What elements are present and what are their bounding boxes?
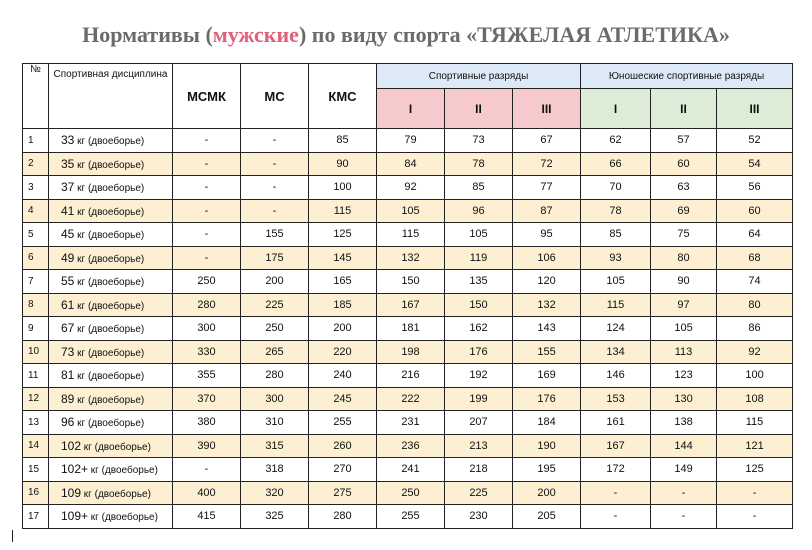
value-r3: 143 (513, 317, 581, 341)
value-y3: 121 (717, 434, 793, 458)
value-r3: 106 (513, 246, 581, 270)
value-y2: 144 (651, 434, 717, 458)
value-ms: 280 (241, 364, 309, 388)
discipline-suffix: кг (двоеборье) (74, 347, 145, 359)
value-y1: 161 (581, 411, 651, 435)
value-ms: 320 (241, 481, 309, 505)
row-number: 13 (23, 411, 49, 435)
table-row (23, 411, 793, 435)
table-row (23, 176, 793, 200)
discipline-suffix: кг (двоеборье) (74, 324, 145, 336)
value-y3: 68 (717, 246, 793, 270)
value-y3: 64 (717, 223, 793, 247)
value-msmk: - (173, 199, 241, 223)
value-r3: 200 (513, 481, 581, 505)
value-y3: 74 (717, 270, 793, 294)
weight-class: 61 (61, 297, 75, 312)
table-row (23, 340, 793, 364)
value-y2: 97 (651, 293, 717, 317)
value-ms: 310 (241, 411, 309, 435)
value-ms: 265 (241, 340, 309, 364)
table-row (23, 481, 793, 505)
value-msmk: - (173, 152, 241, 176)
value-ms: 315 (241, 434, 309, 458)
value-r2: 105 (445, 223, 513, 247)
value-kms: 90 (309, 152, 377, 176)
discipline-cell (49, 458, 173, 482)
discipline-suffix: кг (двоеборье) (88, 465, 158, 477)
value-kms: 275 (309, 481, 377, 505)
value-r2: 207 (445, 411, 513, 435)
value-r1: 150 (377, 270, 445, 294)
value-y3: 92 (717, 340, 793, 364)
value-y2: 123 (651, 364, 717, 388)
value-y2: - (651, 481, 717, 505)
value-kms: 85 (309, 129, 377, 153)
weight-class: 73 (61, 344, 75, 359)
value-kms: 165 (309, 270, 377, 294)
value-y1: 167 (581, 434, 651, 458)
value-msmk: - (173, 458, 241, 482)
value-kms: 125 (309, 223, 377, 247)
value-r2: 225 (445, 481, 513, 505)
value-r3: 95 (513, 223, 581, 247)
weight-class: 102 (61, 438, 82, 453)
value-ms: - (241, 129, 309, 153)
weight-class: 102+ (61, 462, 89, 477)
value-r2: 150 (445, 293, 513, 317)
value-ms: 175 (241, 246, 309, 270)
value-r2: 218 (445, 458, 513, 482)
value-y1: 105 (581, 270, 651, 294)
value-y2: 90 (651, 270, 717, 294)
value-y3: 108 (717, 387, 793, 411)
standards-table (22, 63, 793, 529)
value-kms: 240 (309, 364, 377, 388)
table-row (23, 129, 793, 153)
value-r3: 169 (513, 364, 581, 388)
value-kms: 255 (309, 411, 377, 435)
discipline-cell (49, 364, 173, 388)
value-r3: 132 (513, 293, 581, 317)
table-row (23, 458, 793, 482)
value-msmk: 300 (173, 317, 241, 341)
value-r2: 119 (445, 246, 513, 270)
value-ms: 200 (241, 270, 309, 294)
value-r1: 115 (377, 223, 445, 247)
title-suffix: ) по виду спорта «ТЯЖЕЛАЯ АТЛЕТИКА» (298, 22, 730, 47)
value-y2: 60 (651, 152, 717, 176)
value-y2: 130 (651, 387, 717, 411)
value-y3: 115 (717, 411, 793, 435)
value-r1: 241 (377, 458, 445, 482)
discipline-suffix: кг (двоеборье) (74, 253, 145, 265)
header-num: № (23, 64, 49, 129)
row-number: 3 (23, 176, 49, 200)
header-sport-ranks: Спортивные разряды (377, 64, 581, 89)
value-ms: - (241, 176, 309, 200)
weight-class: 96 (61, 415, 75, 430)
value-r1: 231 (377, 411, 445, 435)
value-y3: 56 (717, 176, 793, 200)
discipline-cell (49, 434, 173, 458)
value-r3: 155 (513, 340, 581, 364)
value-r3: 67 (513, 129, 581, 153)
value-r1: 216 (377, 364, 445, 388)
value-y1: 70 (581, 176, 651, 200)
value-y3: 125 (717, 458, 793, 482)
value-msmk: 250 (173, 270, 241, 294)
value-msmk: - (173, 246, 241, 270)
table-row (23, 152, 793, 176)
value-y2: 105 (651, 317, 717, 341)
value-msmk: 400 (173, 481, 241, 505)
discipline-cell (49, 199, 173, 223)
value-kms: 280 (309, 505, 377, 529)
table-body (23, 129, 793, 529)
value-ms: 155 (241, 223, 309, 247)
value-r3: 184 (513, 411, 581, 435)
value-kms: 115 (309, 199, 377, 223)
value-y2: 69 (651, 199, 717, 223)
discipline-suffix: кг (двоеборье) (74, 371, 145, 383)
value-r1: 92 (377, 176, 445, 200)
header-youth-rank-1: I (581, 89, 651, 129)
table-row (23, 364, 793, 388)
table-row (23, 293, 793, 317)
discipline-suffix: кг (двоеборье) (74, 183, 145, 195)
weight-class: 41 (61, 203, 75, 218)
value-r2: 162 (445, 317, 513, 341)
title-prefix: Нормативы ( (82, 22, 213, 47)
value-r1: 84 (377, 152, 445, 176)
value-r1: 222 (377, 387, 445, 411)
value-y2: 138 (651, 411, 717, 435)
discipline-suffix: кг (двоеборье) (81, 441, 151, 453)
header-youth-rank-2: II (651, 89, 717, 129)
row-number: 1 (23, 129, 49, 153)
value-y1: 134 (581, 340, 651, 364)
value-r3: 176 (513, 387, 581, 411)
row-number: 15 (23, 458, 49, 482)
discipline-suffix: кг (двоеборье) (74, 159, 145, 171)
value-r2: 73 (445, 129, 513, 153)
row-number: 14 (23, 434, 49, 458)
value-r1: 198 (377, 340, 445, 364)
value-r1: 167 (377, 293, 445, 317)
weight-class: 49 (61, 250, 75, 265)
value-kms: 270 (309, 458, 377, 482)
discipline-suffix: кг (двоеборье) (74, 300, 145, 312)
value-y1: 78 (581, 199, 651, 223)
value-y1: 153 (581, 387, 651, 411)
header-youth-rank-3: III (717, 89, 793, 129)
discipline-cell (49, 317, 173, 341)
page-edge-mark (12, 530, 13, 542)
value-ms: 325 (241, 505, 309, 529)
value-ms: 300 (241, 387, 309, 411)
value-y2: 113 (651, 340, 717, 364)
header-discipline: Спортивная дисциплина (49, 64, 173, 129)
value-r3: 87 (513, 199, 581, 223)
table-row (23, 246, 793, 270)
discipline-cell (49, 223, 173, 247)
value-msmk: - (173, 176, 241, 200)
discipline-cell (49, 505, 173, 529)
row-number: 9 (23, 317, 49, 341)
value-r1: 79 (377, 129, 445, 153)
value-r2: 230 (445, 505, 513, 529)
discipline-suffix: кг (двоеборье) (88, 512, 158, 524)
value-y2: 57 (651, 129, 717, 153)
header-sport-rank-1: I (377, 89, 445, 129)
value-y3: 100 (717, 364, 793, 388)
weight-class: 37 (61, 180, 75, 195)
table-row (23, 199, 793, 223)
row-number: 12 (23, 387, 49, 411)
header-ms: МС (241, 64, 309, 129)
value-ms: - (241, 152, 309, 176)
weight-class: 35 (61, 156, 75, 171)
value-r2: 199 (445, 387, 513, 411)
value-y1: - (581, 505, 651, 529)
value-msmk: - (173, 223, 241, 247)
header-msmk: МСМК (173, 64, 241, 129)
value-ms: 318 (241, 458, 309, 482)
value-y2: 63 (651, 176, 717, 200)
table-row (23, 387, 793, 411)
value-msmk: 355 (173, 364, 241, 388)
discipline-suffix: кг (двоеборье) (74, 418, 145, 430)
table-row (23, 223, 793, 247)
value-r2: 176 (445, 340, 513, 364)
table-row (23, 505, 793, 529)
value-kms: 260 (309, 434, 377, 458)
value-r1: 250 (377, 481, 445, 505)
row-number: 16 (23, 481, 49, 505)
value-kms: 245 (309, 387, 377, 411)
value-y3: 80 (717, 293, 793, 317)
value-kms: 100 (309, 176, 377, 200)
value-r2: 78 (445, 152, 513, 176)
value-y3: - (717, 505, 793, 529)
discipline-suffix: кг (двоеборье) (74, 136, 145, 148)
discipline-cell (49, 129, 173, 153)
value-y2: 149 (651, 458, 717, 482)
value-kms: 185 (309, 293, 377, 317)
value-r1: 255 (377, 505, 445, 529)
value-y1: 85 (581, 223, 651, 247)
discipline-cell (49, 411, 173, 435)
value-y1: 93 (581, 246, 651, 270)
title-accent: мужские (212, 22, 299, 47)
value-y2: 75 (651, 223, 717, 247)
value-y1: 115 (581, 293, 651, 317)
page-title (0, 22, 812, 48)
value-ms: 225 (241, 293, 309, 317)
value-r3: 205 (513, 505, 581, 529)
table-row (23, 317, 793, 341)
discipline-suffix: кг (двоеборье) (81, 488, 151, 500)
header-sport-rank-2: II (445, 89, 513, 129)
value-msmk: 330 (173, 340, 241, 364)
table-row (23, 270, 793, 294)
value-r2: 85 (445, 176, 513, 200)
value-r1: 105 (377, 199, 445, 223)
discipline-cell (49, 293, 173, 317)
value-y2: 80 (651, 246, 717, 270)
value-r3: 120 (513, 270, 581, 294)
discipline-suffix: кг (двоеборье) (74, 394, 145, 406)
value-r2: 96 (445, 199, 513, 223)
value-y3: 54 (717, 152, 793, 176)
header-sport-rank-3: III (513, 89, 581, 129)
discipline-suffix: кг (двоеборье) (74, 277, 145, 289)
discipline-suffix: кг (двоеборье) (74, 230, 145, 242)
value-kms: 200 (309, 317, 377, 341)
row-number: 7 (23, 270, 49, 294)
value-y3: 60 (717, 199, 793, 223)
value-r3: 77 (513, 176, 581, 200)
value-y3: 52 (717, 129, 793, 153)
row-number: 2 (23, 152, 49, 176)
value-msmk: 380 (173, 411, 241, 435)
row-number: 17 (23, 505, 49, 529)
value-y1: 66 (581, 152, 651, 176)
value-r3: 195 (513, 458, 581, 482)
value-msmk: 280 (173, 293, 241, 317)
weight-class: 67 (61, 321, 75, 336)
header-youth-ranks: Юношеские спортивные разряды (581, 64, 793, 89)
discipline-cell (49, 246, 173, 270)
value-r2: 192 (445, 364, 513, 388)
value-msmk: 415 (173, 505, 241, 529)
row-number: 11 (23, 364, 49, 388)
value-msmk: 370 (173, 387, 241, 411)
value-ms: - (241, 199, 309, 223)
value-y3: - (717, 481, 793, 505)
row-number: 10 (23, 340, 49, 364)
discipline-suffix: кг (двоеборье) (74, 206, 145, 218)
discipline-cell (49, 387, 173, 411)
discipline-cell (49, 176, 173, 200)
row-number: 4 (23, 199, 49, 223)
discipline-cell (49, 481, 173, 505)
value-y1: 124 (581, 317, 651, 341)
weight-class: 109 (61, 485, 82, 500)
value-kms: 220 (309, 340, 377, 364)
discipline-cell (49, 270, 173, 294)
table-row (23, 434, 793, 458)
value-y3: 86 (717, 317, 793, 341)
discipline-cell (49, 340, 173, 364)
weight-class: 81 (61, 368, 75, 383)
value-msmk: - (173, 129, 241, 153)
value-r1: 181 (377, 317, 445, 341)
value-y1: 146 (581, 364, 651, 388)
value-ms: 250 (241, 317, 309, 341)
header-kms: КМС (309, 64, 377, 129)
value-r2: 213 (445, 434, 513, 458)
weight-class: 33 (61, 133, 75, 148)
weight-class: 55 (61, 274, 75, 289)
value-msmk: 390 (173, 434, 241, 458)
value-y2: - (651, 505, 717, 529)
value-r3: 72 (513, 152, 581, 176)
value-y1: 172 (581, 458, 651, 482)
weight-class: 109+ (61, 509, 89, 524)
row-number: 8 (23, 293, 49, 317)
value-kms: 145 (309, 246, 377, 270)
row-number: 5 (23, 223, 49, 247)
value-r2: 135 (445, 270, 513, 294)
weight-class: 45 (61, 227, 75, 242)
weight-class: 89 (61, 391, 75, 406)
value-y1: 62 (581, 129, 651, 153)
value-y1: - (581, 481, 651, 505)
value-r3: 190 (513, 434, 581, 458)
discipline-cell (49, 152, 173, 176)
value-r1: 132 (377, 246, 445, 270)
value-r1: 236 (377, 434, 445, 458)
row-number: 6 (23, 246, 49, 270)
